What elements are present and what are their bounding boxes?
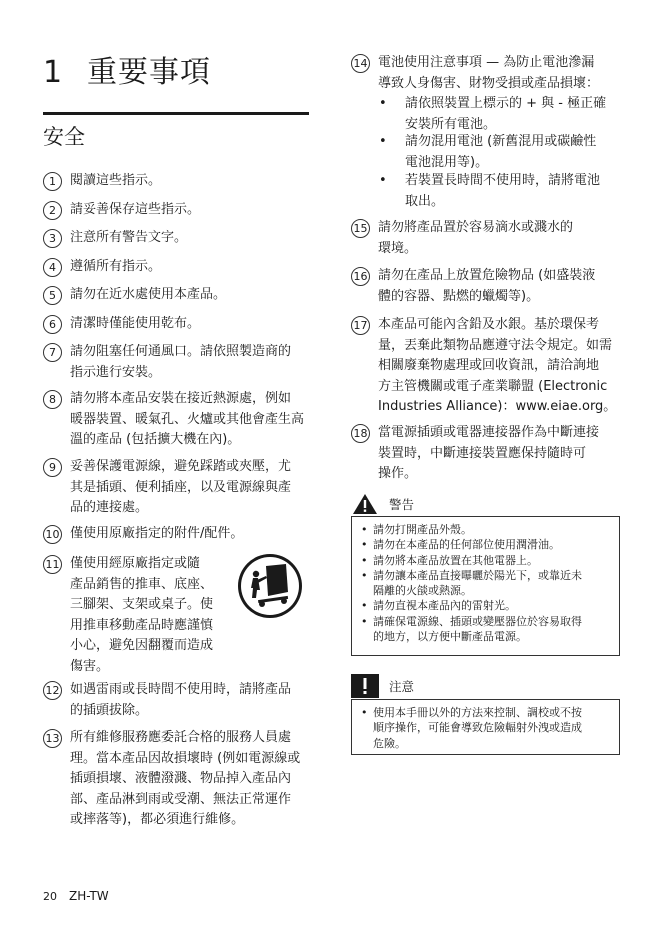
- item-line: 三腳架、支架或桌子。使: [70, 597, 214, 612]
- bullet-line: 安裝所有電池。: [405, 116, 497, 132]
- caution-label: 注意: [389, 679, 415, 694]
- item-line: 請勿將產品置於容易滴水或濺水的: [378, 220, 574, 235]
- item-number: 17: [351, 316, 370, 335]
- cart-tip-over-warning-icon: [236, 552, 304, 620]
- item-line: 傷害。: [70, 658, 110, 674]
- item-line: 僅使用經原廠指定或隨: [70, 556, 201, 571]
- item-line: 或摔落等)，都必須進行維修。: [70, 812, 245, 827]
- item-line: 理。當本產品因故損壞時 (例如電源線或: [70, 750, 301, 766]
- item-line: 插頭損壞、液體潑濺、物品掉入產品內: [70, 771, 292, 786]
- item-text: [70, 342, 291, 383]
- item-line: 導致人身傷害、財物受損或產品損壞：: [378, 75, 600, 91]
- caution-item: [352, 705, 619, 751]
- item-line: 當電源插頭或電器連接器作為中斷連接: [378, 425, 600, 440]
- bullet-dot: •: [379, 173, 387, 188]
- item-number: 13: [43, 729, 62, 748]
- item-line: 的插頭拔除。: [70, 702, 149, 718]
- warning-line: 的地方，以方便中斷產品電源。: [373, 630, 527, 644]
- heading-rule: [43, 112, 309, 115]
- item-text: [70, 680, 291, 721]
- warning-item: [352, 568, 619, 599]
- item-text: [70, 257, 161, 278]
- safety-item: [43, 457, 291, 519]
- item-number: 9: [43, 458, 62, 477]
- item-line: 請勿將本產品安裝在接近熱源處，例如: [70, 391, 292, 406]
- chapter-number: 1: [43, 55, 64, 90]
- item-line: 小心，避免因翻覆而造成: [70, 638, 214, 653]
- bullet-line: 若裝置長時間不使用時，請將電池: [405, 173, 601, 188]
- item-number: 2: [43, 201, 62, 220]
- item-text: [70, 554, 213, 677]
- item-line: 裝置時，中斷連接裝置應保持隨時可: [378, 445, 587, 461]
- bullet-line: 取出。: [405, 193, 445, 209]
- safety-item: [43, 200, 200, 221]
- item-line: 本產品可能內含鉛及水銀。基於環保考: [378, 317, 600, 332]
- safety-item: [43, 728, 300, 831]
- safety-item: [43, 342, 291, 383]
- item-number: 7: [43, 343, 62, 362]
- item-number: 15: [351, 219, 370, 238]
- page-footer: [43, 889, 109, 903]
- bullet-line: 請勿混用電池 (新舊混用或碳鹼性: [405, 134, 597, 149]
- item-text: [378, 53, 599, 94]
- item-line: 閱讀這些指示。: [70, 173, 162, 188]
- safety-item: [43, 554, 213, 677]
- item-text: [70, 314, 200, 335]
- bullet-line: 請依照裝置上標示的 + 與 - 極正確: [405, 96, 607, 111]
- safety-item: [351, 218, 573, 259]
- item-line: 用推車移動產品時應謹慎: [70, 617, 214, 633]
- item-line: 電池使用注意事項 — 為防止電池滲漏: [378, 55, 595, 70]
- item-number: 16: [351, 267, 370, 286]
- item-number: 18: [351, 424, 370, 443]
- item-line: 清潔時僅能使用乾布。: [70, 316, 201, 331]
- item-text: [70, 285, 226, 306]
- section-title: 安全: [43, 125, 85, 149]
- item-line: 僅使用原廠指定的附件/配件。: [70, 526, 244, 541]
- bullet-dot: •: [379, 96, 387, 111]
- warning-line: • 請勿將本產品放置在其他電器上。: [373, 553, 538, 567]
- item-number: 14: [351, 54, 370, 73]
- warning-item: [352, 553, 619, 568]
- item-number: 11: [43, 555, 62, 574]
- warning-line: 隔離的火燄或熱源。: [373, 584, 472, 598]
- safety-item: [43, 171, 161, 192]
- item-number: 10: [43, 525, 62, 544]
- item-text: [70, 200, 200, 221]
- item-line: 請勿在產品上放置危險物品 (如盛裝液: [378, 268, 596, 283]
- safety-item: [43, 314, 200, 335]
- safety-item: [43, 228, 187, 249]
- item-line: 暖器裝置、暖氣孔、火爐或其他會產生高: [70, 411, 305, 427]
- caution-line: • 使用本手冊以外的方法來控制、調校或不按: [373, 706, 582, 719]
- item-line: 請勿阻塞任何通風口。請依照製造商的: [70, 344, 292, 359]
- caution-box: [351, 699, 620, 755]
- item-line: 相關廢棄物處理或回收資訊，請洽詢地: [378, 358, 600, 373]
- item-text: [378, 315, 616, 418]
- item-number: 12: [43, 681, 62, 700]
- item-text: [70, 457, 291, 519]
- page-number: 20: [43, 890, 57, 903]
- exclamation-icon: [351, 674, 379, 698]
- warning-item: [352, 522, 619, 537]
- caution-header: [351, 674, 414, 698]
- item-line: Industries Alliance)：www.eiae.org。: [378, 399, 617, 414]
- item-text: [70, 728, 300, 831]
- item-text: [378, 266, 595, 307]
- item-line: 部、產品淋到雨或受潮、無法正常運作: [70, 791, 292, 807]
- item-number: 4: [43, 258, 62, 277]
- item-line: 方主管機關或電子產業聯盟 (Electronic: [378, 378, 608, 394]
- warning-item: [352, 614, 619, 645]
- item-number: 5: [43, 286, 62, 305]
- item-line: 遵循所有指示。: [70, 259, 162, 274]
- item-line: 體的容器、點燃的蠟燭等)。: [378, 288, 540, 304]
- safety-item: [351, 53, 599, 94]
- safety-item: [43, 524, 243, 545]
- item-text: [70, 171, 161, 192]
- warning-box: [351, 516, 620, 656]
- safety-item: [43, 257, 161, 278]
- warning-label: 警告: [389, 497, 415, 512]
- item-line: 品的連接處。: [70, 500, 149, 515]
- item-number: 3: [43, 229, 62, 248]
- item-text: [378, 423, 599, 485]
- warning-line: • 請勿在本產品的任何部位使用潤滑油。: [373, 538, 560, 552]
- bullet-dot: •: [379, 134, 387, 149]
- warning-header: [351, 492, 414, 516]
- item-line: 指示進行安裝。: [70, 364, 162, 380]
- battery-bullet: [379, 132, 596, 173]
- item-line: 如遇雷雨或長時間不使用時，請將產品: [70, 682, 292, 697]
- item-line: 其是插頭、便利插座，以及電源線與產: [70, 479, 292, 495]
- safety-item: [351, 423, 599, 485]
- item-line: 環境。: [378, 240, 418, 256]
- item-line: 產品銷售的推車、底座、: [70, 576, 214, 592]
- chapter-heading: [43, 47, 211, 91]
- item-line: 操作。: [378, 466, 418, 481]
- warning-line: • 請勿直視本產品內的雷射光。: [373, 599, 516, 613]
- language-code: ZH-TW: [69, 889, 109, 903]
- item-text: [70, 389, 304, 451]
- item-line: 妥善保護電源線，避免踩踏或夾壓，尤: [70, 459, 292, 474]
- item-line: 請妥善保存這些指示。: [70, 202, 201, 217]
- item-line: 所有維修服務應委託合格的服務人員處: [70, 730, 292, 745]
- item-line: 注意所有警告文字。: [70, 230, 188, 245]
- warning-line: • 請勿打開產品外殼。: [373, 523, 472, 536]
- safety-item: [351, 315, 616, 418]
- safety-item: [43, 680, 291, 721]
- warning-triangle-icon: [351, 492, 379, 516]
- chapter-title: 重要事項: [87, 55, 211, 90]
- item-line: 請勿在近水處使用本產品。: [70, 287, 227, 302]
- item-number: 6: [43, 315, 62, 334]
- warning-line: • 請確保電源線、插頭或變壓器位於容易取得: [373, 614, 582, 628]
- item-number: 8: [43, 390, 62, 409]
- battery-bullet: [379, 94, 606, 135]
- safety-item: [43, 285, 226, 306]
- item-text: [70, 228, 187, 249]
- item-text: [378, 218, 573, 259]
- item-text: [70, 524, 243, 545]
- bullet-line: 電池混用等)。: [405, 154, 489, 170]
- warning-item: [352, 598, 619, 613]
- item-line: 量，丟棄此類物品應遵守法令規定。如需: [378, 337, 613, 353]
- warning-line: • 請勿讓本產品直接曝曬於陽光下，或靠近未: [373, 568, 582, 582]
- battery-bullet: [379, 171, 600, 212]
- item-line: 溫的產品 (包括擴大機在內)。: [70, 432, 241, 447]
- caution-line: 危險。: [373, 736, 406, 750]
- item-number: 1: [43, 172, 62, 191]
- safety-item: [43, 389, 304, 451]
- warning-item: [352, 537, 619, 552]
- caution-line: 順序操作，可能會導致危險輻射外洩或造成: [373, 721, 582, 735]
- safety-item: [351, 266, 595, 307]
